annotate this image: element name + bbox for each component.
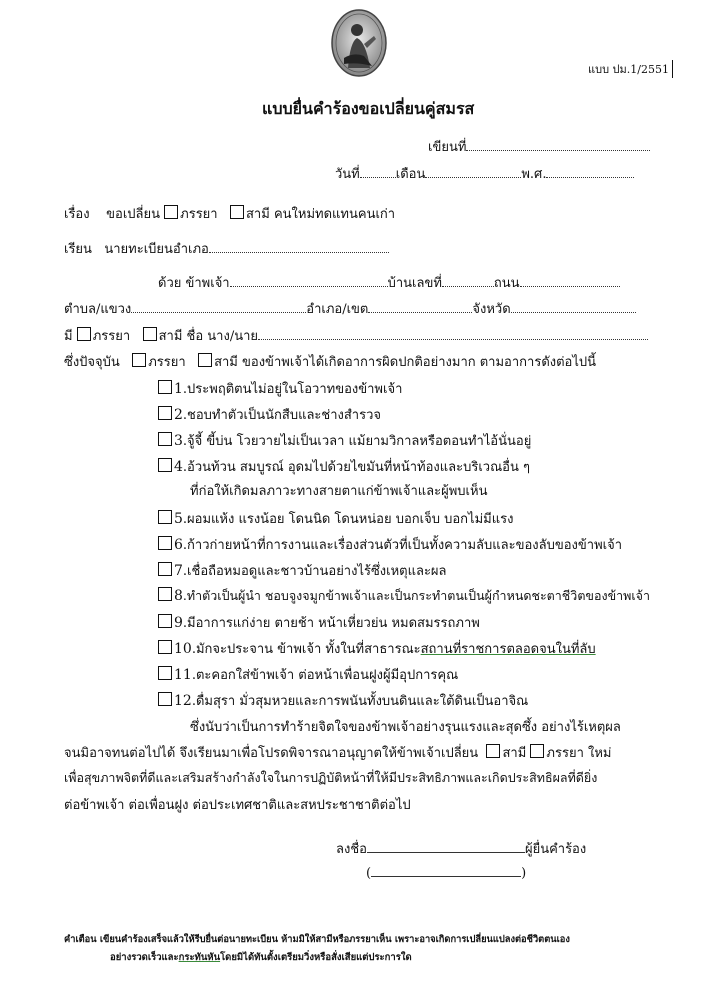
by-label: ด้วย ข้าพเจ้า [158, 276, 230, 291]
warning-line-1: คำเตือน เขียนคำร้องเสร็จแล้วให้รีบยื่นต่อนายทะเบียน ห้ามมิให้สามีหรือภรรยาเห็น เพราะอาจเกิดการเปลี่ยนแปลงต่อชีวิตตนเอง [64, 934, 570, 945]
to-label: เรียน [64, 242, 92, 257]
symptom-8-checkbox[interactable] [158, 587, 172, 601]
symptom-item-4 [158, 456, 530, 477]
warning-line-2b: โดยมิได้ทันตั้งเตรียมวิ่งหรือสั่งเสียแต่ประการใด [220, 952, 412, 963]
district-label: อำเภอ/เขต [306, 302, 369, 317]
date-label: วันที่ [335, 167, 360, 182]
sign-label: ลงชื่อ [336, 842, 367, 857]
symptom-8-text: .ทำตัวเป็นผู้นำ ชอบจูงจมูกข้าพเจ้าและเป็นกระทำตนเป็นผู้กำหนดชะตาชีวิตของข้าพเจ้า [182, 588, 651, 603]
closing-wife-checkbox[interactable] [530, 744, 544, 758]
symptom-item-6 [158, 534, 622, 555]
symptom-8-number: 8 [174, 588, 183, 604]
warning-underlined: กระทันหัน [178, 952, 221, 963]
page-title: แบบยื่นคำร้องขอเปลี่ยนคู่สมรส [262, 99, 475, 118]
current-husband-label: สามี [214, 355, 238, 370]
district-field[interactable] [368, 300, 472, 313]
signer-role: ผู้ยื่นคำร้อง [524, 842, 587, 857]
year-field[interactable] [546, 165, 634, 178]
symptom-item-8 [158, 586, 650, 606]
symptom-9-checkbox[interactable] [158, 614, 172, 628]
closing-line-4: ต่อข้าพเจ้า ต่อเพื่อนฝูง ต่อประเทศชาติและสหประชาชาติต่อไป [64, 798, 411, 813]
open-paren: ( [366, 866, 372, 881]
symptom-item-5 [158, 508, 513, 529]
symptom-1-number: 1 [174, 381, 183, 397]
written-at-row [428, 136, 650, 157]
symptom-4-number: 4 [174, 459, 183, 475]
current-label: ซึ่งปัจจุบัน [64, 355, 120, 370]
closing-line-2a: จนมิอาจทนต่อไปได้ จึงเรียนมาเพื่อโปรดพิจารณาอนุญาตให้ข้าพเจ้าเปลี่ยน [64, 746, 479, 761]
symptom-9-text: .มีอาการแก่ง่าย ตายช้า หน้าเหี่ยวย่น หมดสมรรถภาพ [182, 616, 480, 631]
current-row [64, 351, 596, 372]
spouse-name-field[interactable] [258, 327, 648, 340]
subject-label: เรื่อง [64, 207, 90, 222]
symptom-1-checkbox[interactable] [158, 380, 172, 394]
current-husband-checkbox[interactable] [198, 353, 212, 367]
symptom-4-continuation: ที่ก่อให้เกิดมลภาวะทางสายตาแก่ข้าพเจ้าและผู้พบเห็น [190, 484, 488, 499]
symptom-12-text: .ดื่มสุรา มั่วสุมหวยและการพนันทั้งบนดินและใต้ดินเป็นอาจิณ [191, 694, 529, 709]
have-husband-label: สามี [158, 329, 183, 344]
closing-wife-label: ภรรยา [546, 746, 584, 761]
closing-line-2b: ใหม่ [588, 746, 612, 761]
subject-husband-checkbox[interactable] [230, 205, 244, 219]
closing-husband-label: สามี [502, 746, 527, 761]
closing-line-1: ซึ่งนับว่าเป็นการทำร้ายจิตใจของข้าพเจ้าอย่างรุนแรงและสุดซึ้ง อย่างไร้เหตุผล [190, 720, 621, 735]
symptom-item-12 [158, 690, 528, 711]
info-row-1 [158, 272, 620, 293]
closing-husband-checkbox[interactable] [486, 744, 500, 758]
province-label: จังหวัด [472, 302, 511, 317]
symptom-9-number: 9 [174, 615, 183, 631]
symptom-item-11 [158, 664, 458, 685]
symptom-item-1 [158, 378, 402, 399]
to-row [64, 238, 389, 259]
warning-line-2 [110, 950, 412, 965]
spouse-name-label: ชื่อ นาง/นาย [186, 329, 259, 344]
road-field[interactable] [520, 274, 620, 287]
subject-husband-label: สามี [246, 207, 270, 222]
signature-row [336, 838, 586, 859]
date-row [335, 163, 634, 184]
symptom-item-2 [158, 404, 381, 425]
signer-name-field[interactable] [371, 863, 521, 877]
house-no-field[interactable] [442, 274, 494, 287]
symptom-10-text: .มักจะประจาน ข้าพเจ้า ทั้งในที่สาธารณะ [191, 642, 421, 657]
subdistrict-field[interactable] [131, 300, 306, 313]
province-field[interactable] [511, 300, 636, 313]
current-text: ของข้าพเจ้าได้เกิดอาการผิดปกติอย่างมาก ตามอาการดังต่อไปนี้ [242, 355, 597, 370]
current-wife-checkbox[interactable] [132, 353, 146, 367]
symptom-11-text: .ตะคอกใส่ข้าพเจ้า ต่อหน้าเพื่อนฝูงผู้มีอุปการคุณ [191, 668, 459, 683]
symptom-5-checkbox[interactable] [158, 510, 172, 524]
symptom-item-10 [158, 638, 596, 659]
symptom-item-9 [158, 612, 480, 633]
current-wife-label: ภรรยา [148, 355, 186, 370]
symptom-3-number: 3 [174, 433, 183, 449]
have-wife-checkbox[interactable] [77, 327, 91, 341]
symptom-2-checkbox[interactable] [158, 406, 172, 420]
closing-line-2 [64, 742, 612, 763]
symptom-7-checkbox[interactable] [158, 562, 172, 576]
symptom-5-number: 5 [174, 511, 183, 527]
symptom-10-number: 10 [174, 641, 192, 657]
road-label: ถนน [493, 276, 520, 291]
written-at-label: เขียนที่ [428, 140, 467, 155]
symptom-3-text: .จู้จี้ ขี้บ่น โวยวายไม่เป็นเวลา แม้ยามวิกาลหรือตอนทำไอ้นั่นอยู่ [182, 434, 532, 449]
subject-row [64, 203, 395, 224]
symptom-6-number: 6 [174, 537, 183, 553]
info-row-3 [64, 325, 648, 346]
symptom-10-underlined: สถานที่ราชการตลอดจนในที่ลับ [420, 642, 596, 657]
house-no-label: บ้านเลขที่ [387, 276, 442, 291]
symptom-item-7 [158, 560, 447, 581]
symptom-item-3 [158, 430, 531, 451]
symptom-7-number: 7 [174, 563, 183, 579]
have-husband-checkbox[interactable] [143, 327, 157, 341]
symptom-2-number: 2 [174, 407, 183, 423]
symptom-3-checkbox[interactable] [158, 432, 172, 446]
form-code-text: แบบ ปม.1/2551 [588, 63, 669, 76]
symptom-4-text: .อ้วนท้วน สมบูรณ์ อุดมไปด้วยไขมันที่หน้าท้องและบริเวณอื่น ๆ [182, 460, 530, 475]
close-paren: ) [521, 866, 527, 881]
warning-line-2a: อย่างรวดเร็วและ [110, 952, 179, 963]
written-at-field[interactable] [466, 138, 650, 151]
subject-prefix: ขอเปลี่ยน [106, 207, 160, 222]
subject-suffix: คนใหม่ทดแทนคนเก่า [273, 207, 396, 222]
have-wife-label: ภรรยา [92, 329, 131, 344]
symptom-5-text: .ผอมแห้ง แรงน้อย โดนนิด โดนหน่อย บอกเจ็บ บอกไม่มีแรง [182, 512, 514, 527]
symptom-11-number: 11 [174, 667, 192, 683]
symptom-7-text: .เชื่อถือหมอดูและชาวบ้านอย่างไร้ซึ่งเหตุและผล [182, 564, 447, 579]
info-row-2 [64, 298, 636, 319]
signer-name-row [366, 863, 526, 881]
symptom-12-number: 12 [174, 693, 192, 709]
signature-field[interactable] [367, 839, 525, 853]
applicant-name-field[interactable] [230, 274, 388, 287]
symptom-6-text: .ก้าวก่ายหน้าที่การงานและเรื่องส่วนตัวที่เป็นทั้งความลับและของลับของข้าพเจ้า [182, 538, 622, 553]
month-label: เดือน [395, 167, 426, 182]
date-field[interactable] [360, 165, 396, 178]
closing-line-3: เพื่อสุขภาพจิตที่ดีและเสริมสร้างกำลังใจในการปฏิบัติหน้าที่ให้มีประสิทธิภาพและเกิดประสิทธิผลที่ดียิ่ง [64, 770, 598, 785]
symptom-2-text: .ชอบทำตัวเป็นนักสืบและช่างสำรวจ [182, 408, 382, 423]
to-recipient: นายทะเบียนอำเภอ [104, 242, 209, 257]
form-code [588, 60, 673, 78]
to-recipient-field[interactable] [209, 240, 389, 253]
symptom-4-checkbox[interactable] [158, 458, 172, 472]
subdistrict-label: ตำบล/แขวง [64, 302, 132, 317]
month-field[interactable] [425, 165, 521, 178]
symptom-10-checkbox[interactable] [158, 640, 172, 654]
year-label: พ.ศ. [521, 167, 547, 182]
symptom-1-text: .ประพฤติตนไม่อยู่ในโอวาทของข้าพเจ้า [182, 382, 403, 397]
emblem-image [330, 8, 388, 78]
symptom-12-checkbox[interactable] [158, 692, 172, 706]
subject-wife-checkbox[interactable] [164, 205, 178, 219]
have-label: มี [64, 329, 73, 344]
symptom-11-checkbox[interactable] [158, 666, 172, 680]
symptom-6-checkbox[interactable] [158, 536, 172, 550]
subject-wife-label: ภรรยา [180, 207, 218, 222]
